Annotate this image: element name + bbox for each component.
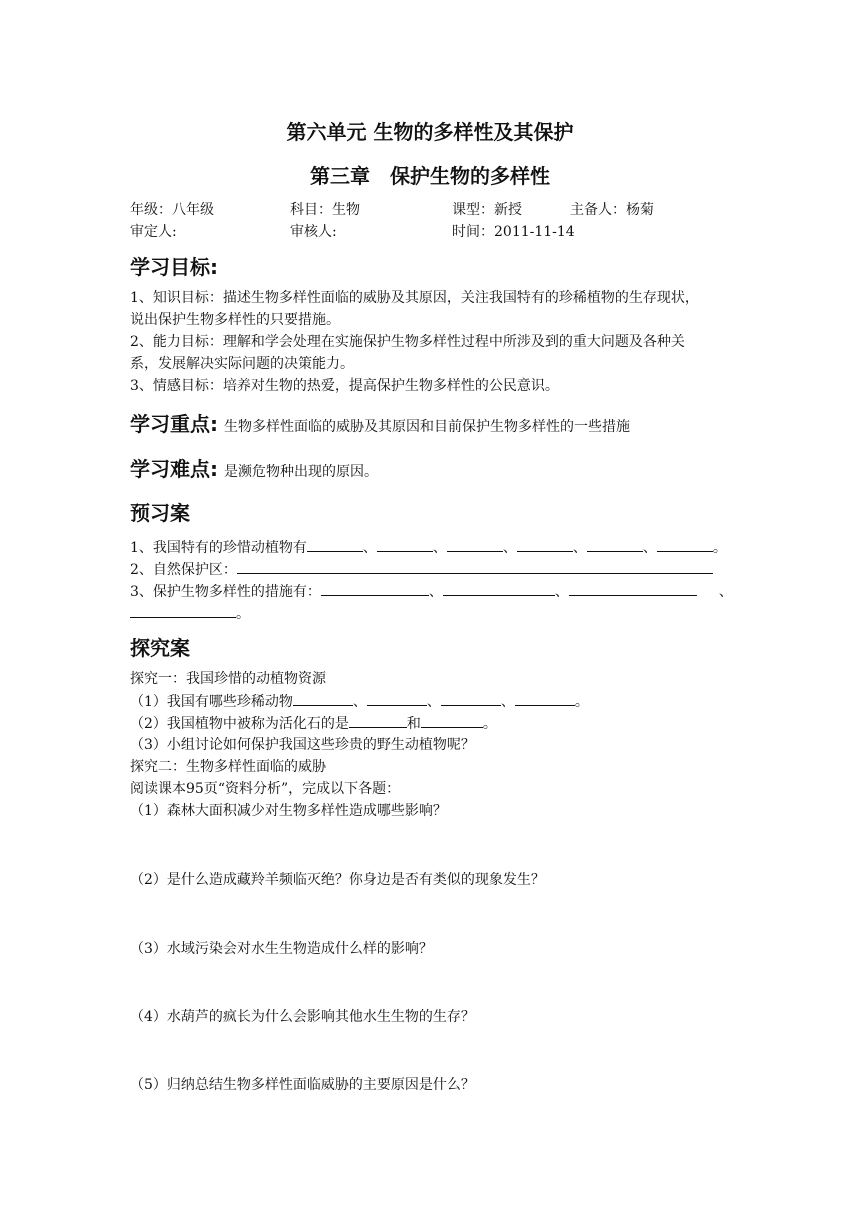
part1-q1-prefix: （1）我国有哪些珍稀动物 xyxy=(130,694,293,710)
key-points-heading xyxy=(130,408,630,437)
key-points-label: 学习重点: xyxy=(130,412,218,436)
part2-title: 探究二：生物多样性面临的威胁 xyxy=(130,759,326,775)
separator: 、 xyxy=(572,540,587,556)
preview-q3-cont xyxy=(130,602,250,625)
objective-2-line1: 2、能力目标：理解和学会处理在实施保护生物多样性过程中所涉及到的重大问题及各种关 xyxy=(130,334,685,350)
meta-subject: 科目：生物 xyxy=(290,202,360,218)
meta-date: 时间：2011-11-14 xyxy=(452,224,575,240)
part2-q1: （1）森林大面积减少对生物多样性造成哪些影响？ xyxy=(130,803,447,819)
separator: 、 xyxy=(500,694,515,710)
answer-blank[interactable] xyxy=(587,536,643,552)
preview-q1-prefix: 1、我国特有的珍惜动植物有 xyxy=(130,540,307,556)
part2-q3: （3）水域污染会对水生生物造成什么样的影响？ xyxy=(130,941,433,957)
part1-q2-prefix: （2）我国植物中被称为活化石的是 xyxy=(130,716,349,732)
meta-preparer: 主备人：杨菊 xyxy=(570,202,654,218)
answer-blank[interactable] xyxy=(130,602,236,618)
period: 。 xyxy=(482,716,497,732)
objective-2-line2: 系，发展解决实际问题的决策能力。 xyxy=(130,356,354,372)
separator: 、 xyxy=(554,584,569,600)
separator: 、 xyxy=(352,694,367,710)
preview-q2-prefix: 2、自然保护区： xyxy=(130,562,237,578)
answer-blank[interactable] xyxy=(307,536,363,552)
part2-q4: （4）水葫芦的疯长为什么会影响其他水生生物的生存？ xyxy=(130,1009,475,1025)
part1-q2 xyxy=(130,712,497,735)
period: 。 xyxy=(236,606,250,622)
preview-q3 xyxy=(130,580,733,603)
objective-3: 3、情感目标：培养对生物的热爱，提高保护生物多样性的公民意识。 xyxy=(130,378,559,394)
answer-blank[interactable] xyxy=(349,712,407,728)
separator: 、 xyxy=(718,584,733,600)
part1-q3: （3）小组讨论如何保护我国这些珍贵的野生动植物呢？ xyxy=(130,737,475,753)
meta-grade: 年级：八年级 xyxy=(130,202,214,218)
answer-blank[interactable] xyxy=(321,580,429,596)
separator: 、 xyxy=(642,540,657,556)
separator: 、 xyxy=(362,540,377,556)
answer-blank[interactable] xyxy=(517,536,573,552)
part2-intro: 阅读课本95页“资料分析”，完成以下各题： xyxy=(130,781,401,797)
answer-blank[interactable] xyxy=(447,536,503,552)
objectives-heading: 学习目标: xyxy=(130,255,218,279)
answer-blank[interactable] xyxy=(515,690,575,706)
and-word: 和 xyxy=(406,716,421,732)
preview-heading: 预习案 xyxy=(130,501,190,525)
separator: 、 xyxy=(502,540,517,556)
answer-blank[interactable] xyxy=(367,690,427,706)
chapter-title: 第三章 保护生物的多样性 xyxy=(310,164,550,188)
answer-blank[interactable] xyxy=(443,580,555,596)
difficulties-label: 学习难点: xyxy=(130,457,218,481)
preview-q3-prefix: 3、保护生物多样性的措施有： xyxy=(130,584,321,600)
period: 。 xyxy=(574,694,589,710)
part2-q5: （5）归纳总结生物多样性面临威胁的主要原因是什么？ xyxy=(130,1077,475,1093)
explore-heading: 探究案 xyxy=(130,636,190,660)
answer-blank[interactable] xyxy=(293,690,353,706)
separator: 、 xyxy=(432,540,447,556)
answer-blank[interactable] xyxy=(569,580,697,596)
difficulties-heading xyxy=(130,453,378,482)
unit-title: 第六单元 生物的多样性及其保护 xyxy=(286,120,574,144)
preview-q1 xyxy=(130,536,727,559)
meta-lesson-type: 课型：新授 xyxy=(452,202,522,218)
separator: 、 xyxy=(426,694,441,710)
part1-q1 xyxy=(130,690,589,713)
period: 。 xyxy=(712,540,727,556)
separator: 、 xyxy=(428,584,443,600)
answer-blank[interactable] xyxy=(657,536,713,552)
part2-q2: （2）是什么造成藏羚羊频临灭绝？你身边是否有类似的现象发生？ xyxy=(130,872,545,888)
difficulties-text: 是濒危物种出现的原因。 xyxy=(224,464,378,480)
preview-q2 xyxy=(130,558,713,581)
meta-checker: 审核人: xyxy=(290,224,337,240)
key-points-text: 生物多样性面临的威胁及其原因和目前保护生物多样性的一些措施 xyxy=(224,419,630,435)
answer-blank[interactable] xyxy=(237,558,713,574)
part1-title: 探究一：我国珍惜的动植物资源 xyxy=(130,671,326,687)
answer-blank[interactable] xyxy=(441,690,501,706)
meta-reviewer: 审定人: xyxy=(130,224,177,240)
answer-blank[interactable] xyxy=(421,712,483,728)
answer-blank[interactable] xyxy=(377,536,433,552)
objective-1-line1: 1、知识目标：描述生物多样性面临的威胁及其原因，关注我国特有的珍稀植物的生存现状， xyxy=(130,290,699,306)
objective-1-line2: 说出保护生物多样性的只要措施。 xyxy=(130,312,340,328)
